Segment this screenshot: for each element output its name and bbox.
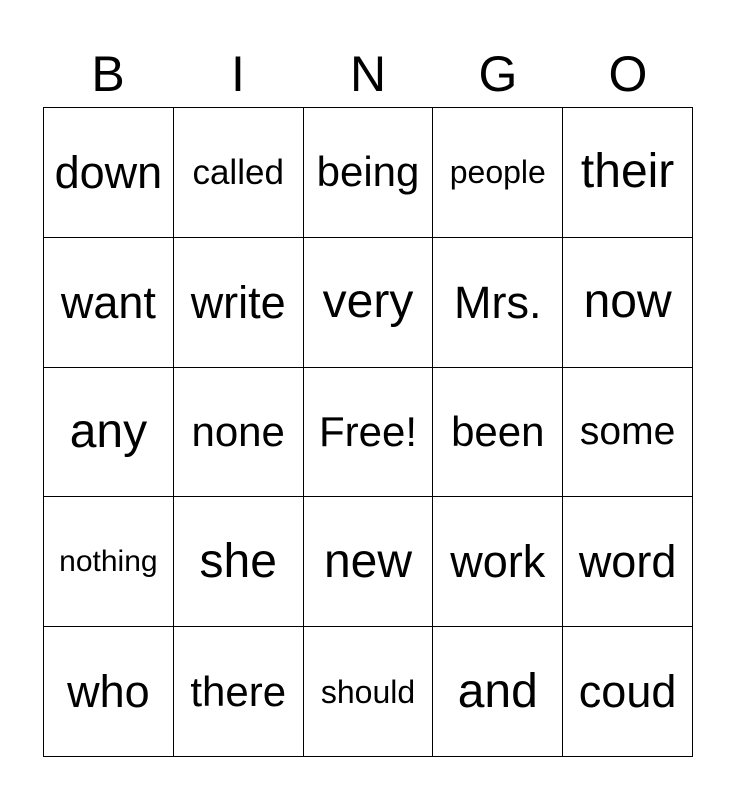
- bingo-cell[interactable]: any: [44, 368, 174, 498]
- bingo-cell[interactable]: coud: [563, 627, 693, 757]
- bingo-cell[interactable]: she: [174, 497, 304, 627]
- bingo-cell[interactable]: nothing: [44, 497, 174, 627]
- bingo-cell[interactable]: write: [174, 238, 304, 368]
- bingo-header: [43, 40, 693, 108]
- bingo-cell[interactable]: who: [44, 627, 174, 757]
- bingo-cell[interactable]: down: [44, 108, 174, 238]
- bingo-cell[interactable]: people: [433, 108, 563, 238]
- bingo-cell[interactable]: called: [174, 108, 304, 238]
- bingo-cell[interactable]: Mrs.: [433, 238, 563, 368]
- bingo-board: [43, 107, 693, 757]
- bingo-cell[interactable]: now: [563, 238, 693, 368]
- bingo-cell[interactable]: there: [174, 627, 304, 757]
- bingo-cell[interactable]: new: [304, 497, 434, 627]
- bingo-cell[interactable]: very: [304, 238, 434, 368]
- bingo-cell[interactable]: some: [563, 368, 693, 498]
- bingo-cell[interactable]: word: [563, 497, 693, 627]
- bingo-cell free-space[interactable]: Free!: [304, 368, 434, 498]
- header-letter-o: O: [608, 46, 648, 102]
- bingo-cell[interactable]: being: [304, 108, 434, 238]
- bingo-cell[interactable]: their: [563, 108, 693, 238]
- header-letter-n: N: [349, 46, 387, 102]
- bingo-cell[interactable]: want: [44, 238, 174, 368]
- bingo-cell[interactable]: been: [433, 368, 563, 498]
- header-letter-g: G: [478, 46, 518, 102]
- bingo-cell[interactable]: and: [433, 627, 563, 757]
- header-letter-b: B: [91, 46, 125, 102]
- header-letter-i: I: [231, 46, 245, 102]
- bingo-cell[interactable]: work: [433, 497, 563, 627]
- bingo-cell[interactable]: should: [304, 627, 434, 757]
- bingo-cell[interactable]: none: [174, 368, 304, 498]
